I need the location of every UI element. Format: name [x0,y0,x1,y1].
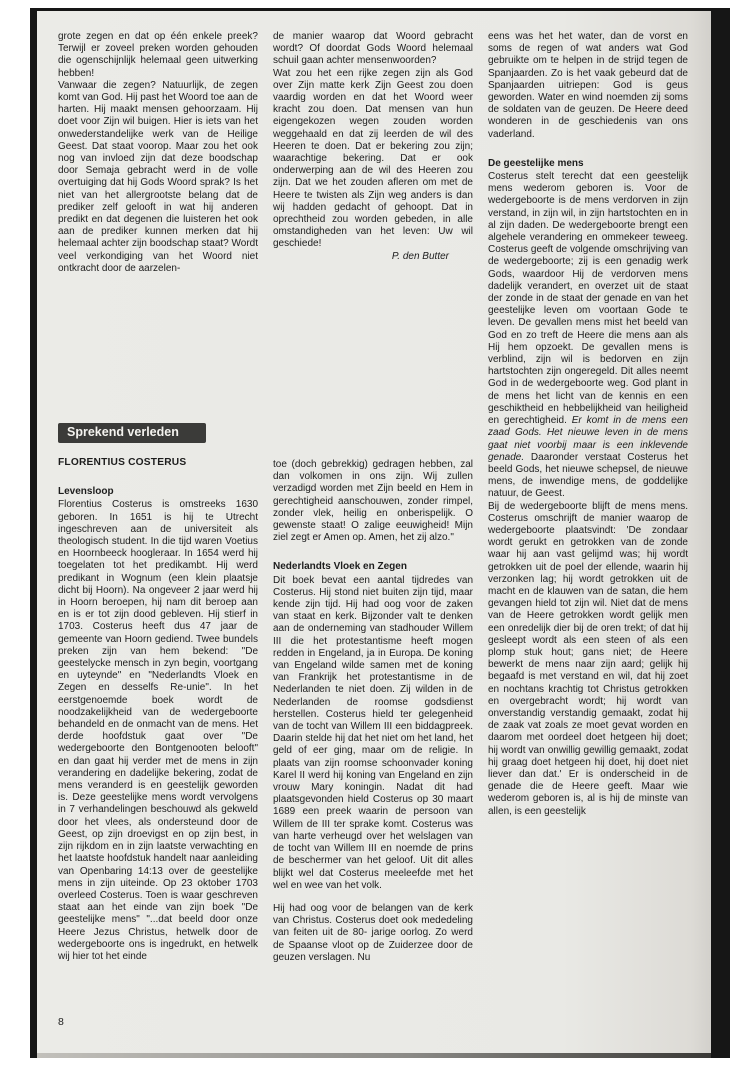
column-1-section [58,423,258,1015]
scan-edge-bottom [37,1053,711,1058]
heading-vloek-en-zegen: Nederlandts Vloek en Zegen [273,561,407,573]
levensloop-paragraph: Florentius Costerus is omstreeks 1630 geboren. In 1651 is hij te Utrecht ingeschreven aan de universiteit als theologisch student. In die tijd waren Voetius en Hoornbeeck hoogleraar. In 1654 werd hij toegelaten tot het predikambt. Hij werd predikant in Wognum (een klein plaatsje dicht bij Hoorn). Na ongeveer 2 jaar werd hij in Hoorn beroepen, hij nam dit beroep aan en is er tot zijn dood gebleven. Hij stierf in 1703. Costerus heeft dus 47 jaar de gemeente van Hoorn gediend. Twee bundels preken zijn van hem bekend: "De geestelycke mensch in zyn begin, voortgang en uyteynde" en "Nederlandts Vloek en Zegen en desselfs Re-unie". In het eerstgenoemde boek wordt de noodzakelijkheid van de wedergeboorte behandeld en de onmacht van de mens. Het derde hoofdstuk gaat over "De wedergeboorte den Bontgenooten belooft" en dan gaat hij verder met de mens in zijn verandering en dadelijke bekering, zodat de mens veranderd is en geestelijk geworden is. Deze geestelijke mens wordt vervolgens in 7 verhandelingen beschouwd als gekweld door het vlees, als ondersteund door de Geest, op zijn droevigst en op zijn best, in zijn rijkdom en in zijn laatste verwachting en het laatste hoofdstuk handelt naar aanleiding van Openbaring 14:13 over de geestelijke mens in zijn uiteinde. Op 23 oktober 1703 overleed Costerus. Toen is waar geschreven staat aan het einde van zijn boek "De geestelijke mens" "...dat beeld door onze Heere Jezus Christus, hetwelk door de wedergeboorte ons is ingedrukt, en hetwelk wij hier tot het einde [58,499,258,962]
book-quote-paragraph: toe (doch gebrekkig) gedragen hebben, zal dan volkomen in ons zijn. Wij zullen verzadigd worden met Zijn beeld en Hem in gerechtigheid aanschouwen, zonder rimpel, zonder vlek, heilig en onberispelijk. O gewenste staat! O zalige eeuwigheid! Mijn ziel zegt er Amen op. Amen, het zij alzo." [273,459,473,544]
column-2-section [273,459,473,1017]
magazine-page [37,11,711,1053]
intro-paragraph: de manier waarop dat Woord gebracht wordt? Of doordat Gods Woord helemaal schuil gaan achter mensenwoorden? [273,31,473,67]
paragraph-segment: Daaronder verstaat Costerus het beeld Gods, het nieuwe schepsel, de nieuwe mens, de inwendige mens, de goddelijke natuur, de Geest. [488,451,688,500]
author-byline: P. den Butter [391,250,449,262]
page-number: 8 [58,1016,64,1028]
vloek-paragraph: Hij had oog voor de belangen van de kerk van Christus. Costerus doet ook mededeling van feiten uit de 80- jarige oorlog. Zo werd de Spaanse vloot op de Zuiderzee door de geuzen verslagen. Nu [273,902,473,963]
article-title: FLORENTIUS COSTERUS [58,457,187,468]
paragraph-segment: Costerus stelt terecht dat een geestelijk mens wederom geboren is. Voor de wedergeboorte is de mens verdorven in zijn verstand, in zijn wil, in zijn hartstochten en in al zijn daden. De wedergeboorte brengt een algehele verandering en ommekeer teweeg. Costerus geeft de volgende omschrijving van de wedergeboorte; zij is een genadig werk Gods, waardoor Hij de verdorven mens dadelijk verandert, en overzet uit de staat der zonde in de staat der genade en van het geestelijke leven om voortaan Gode te leven. De gevallen mens mist het beeld van God en zo treft de Heere die mens aan als Hij hem opzoekt. De gevallen mens is verblind, zijn wil is bedorven en zijn hartstochten zijn ongeregeld. Dit alles neemt God in de wedergeboorte weg. God plant in de mens het licht van de kennis en een geschiktheid en hebbelijkheid van heiligheid en gerechtigheid. [488,171,688,427]
intro-paragraph: grote zegen en dat op één enkele preek? Terwijl er zoveel preken worden gehouden die ogenschijnlijk helemaal geen uitwerking hebben! [58,31,258,79]
intro-paragraph: Wat zou het een rijke zegen zijn als God over Zijn matte kerk Zijn Geest zou doen vaardig worden en dat het Woord weer kracht zou doen. Dat mensen van hun eigengekozen wegen zouden worden weggehaald en dat zij leerden de wil des Heeren te doen. Dat er bekering zou zijn; waarachtige bekering. Dat er ook onderwerping aan de wil des Heeren zou zijn. Dat we het zouden afleren om met de Heere te twisten als Zijn weg anders is dan wij hadden gedacht of gehoopt. Dat in oprechtheid zou worden gebeden, in alle omstandigheden van het leven: Uw wil geschiede! [273,67,473,250]
column-1-intro [58,31,258,411]
heading-levensloop: Levensloop [58,486,114,498]
scan-edge-right [711,8,730,1058]
heading-geestelijke-mens: De geestelijke mens [488,157,584,169]
scan-edge-left [30,8,37,1058]
geestelijke-mens-paragraph: Bij de wedergeboorte blijft de mens mens. Costerus omschrijft de manier waarop de wedergeboorte plaatsvindt: 'De zondaar wordt gerukt en getrokken van de zonde waar hij aan vast gelijmd was; hij wordt getrokken uit de poel der ellende, waarin hij verzonken lag; hij wordt getrokken uit de macht en de klauwen van de satan, die hem gevangen hield tot zijn wil. Niet dat de mens van de Heere getrokken wordt gelijk men een onredelijk dier bij de oren trekt; of dat hij gesleept wordt als een steen of als een plomp stuk hout; gans niet; de Heere bewerkt de mens naar zijn aard; gelijk hij begaafd is met verstand en wil, dat hij zoet en nochtans krachtig tot Christus getrokken en overgebracht wordt; hij wordt van onverstandig verstandig gemaakt, zodat hij de zaak vat zoals ze moet gevat worden en daarom met oordeel doet hetgeen hij doet; hij wordt van onwillig gewillig gemaakt, zodat hij graag doet hetgeen hij doet, hij doet niet liever dan dat.' Er is onderscheid in de genade die de Heere geeft. Maar wie wederom geboren is, al is hij de minste van allen, is een geestelijk [488,500,688,817]
vloek-paragraph-continuation: eens was het het water, dan de vorst en soms de regen of wat anders wat God gebruikte om te helpen in de strijd tegen de Spanjaarden. Zo is het vaak gebeurd dat de Spanjaarden uitriepen: God is geus geworden. Water en wind noemden zij soms de soldaten van de geuzen. De Heere deed wonderen in de geschiedenis van ons vaderland. [488,31,688,140]
column-2-intro [273,31,473,331]
section-badge: Sprekend verleden [58,423,206,443]
geestelijke-mens-paragraph [488,171,688,500]
intro-paragraph: Vanwaar die zegen? Natuurlijk, de zegen komt van God. Hij past het Woord toe aan de harten. Hij maakt mensen gehoorzaam. Hij doet voor Zijn wil buigen. Hier is iets van het onwederstandelijke werk van de Heilige Geest. Dat staat voorop. Maar zou het ook nog van invloed zijn dat deze boodschap door Semaja gebracht werd in de volle overtuiging dat hij Gods Woord sprak? Is het niet van het allergrootste belang dat de prediker zelf gelooft in wat hij anderen predikt en dat degenen die luisteren het ook aan de prediker kunnen merken dat hij helemaal achter zijn boodschap staat? Wordt veel verkondiging van het Woord niet ontkracht door de aarzelen- [58,79,258,274]
vloek-paragraph: Dit boek bevat een aantal tijdredes van Costerus. Hij stond niet buiten zijn tijd, maar kende zijn tijd. Hij had oog voor de zaken van staat en kerk. Bijzonder valt te denken aan de onderneming van stadhouder Willem III die het protestantisme heeft mogen redden in Engeland, ja in Europa. De koning van Engeland wilde samen met de koning van Frankrijk het protestantisme in de Nederlanden te niet doen. Zij wilden in de Nederlanden de roomse godsdienst herstellen. Costerus hield ter gelegenheid van de tocht van Willem III een biddagpreek. Daarin stelde hij dat het niet om het land, het geld of eer ging, maar om de religie. In plaats van zijn roomse schoonvader koning Karel II werd hij koning van Engeland en zijn vrouw Mary koningin. Nadat dit had plaatsgevonden hield Costerus op 30 maart 1689 een preek waarin de persoon van Willem de III ter sprake komt. Costerus was van harte verheugd over het welslagen van de tocht van Willem III en noemde de prins de beschermer van het geloof. Uit dit alles blijkt wel dat Costerus meeleefde met het wel en wee van het volk. [273,574,473,891]
column-3 [488,31,688,1017]
paragraph-segment-italic: Er komt in de mens een zaad Gods. Het nieuwe leven in de mens gaat niet voorbij maar is een inklevende genade. [488,415,688,463]
